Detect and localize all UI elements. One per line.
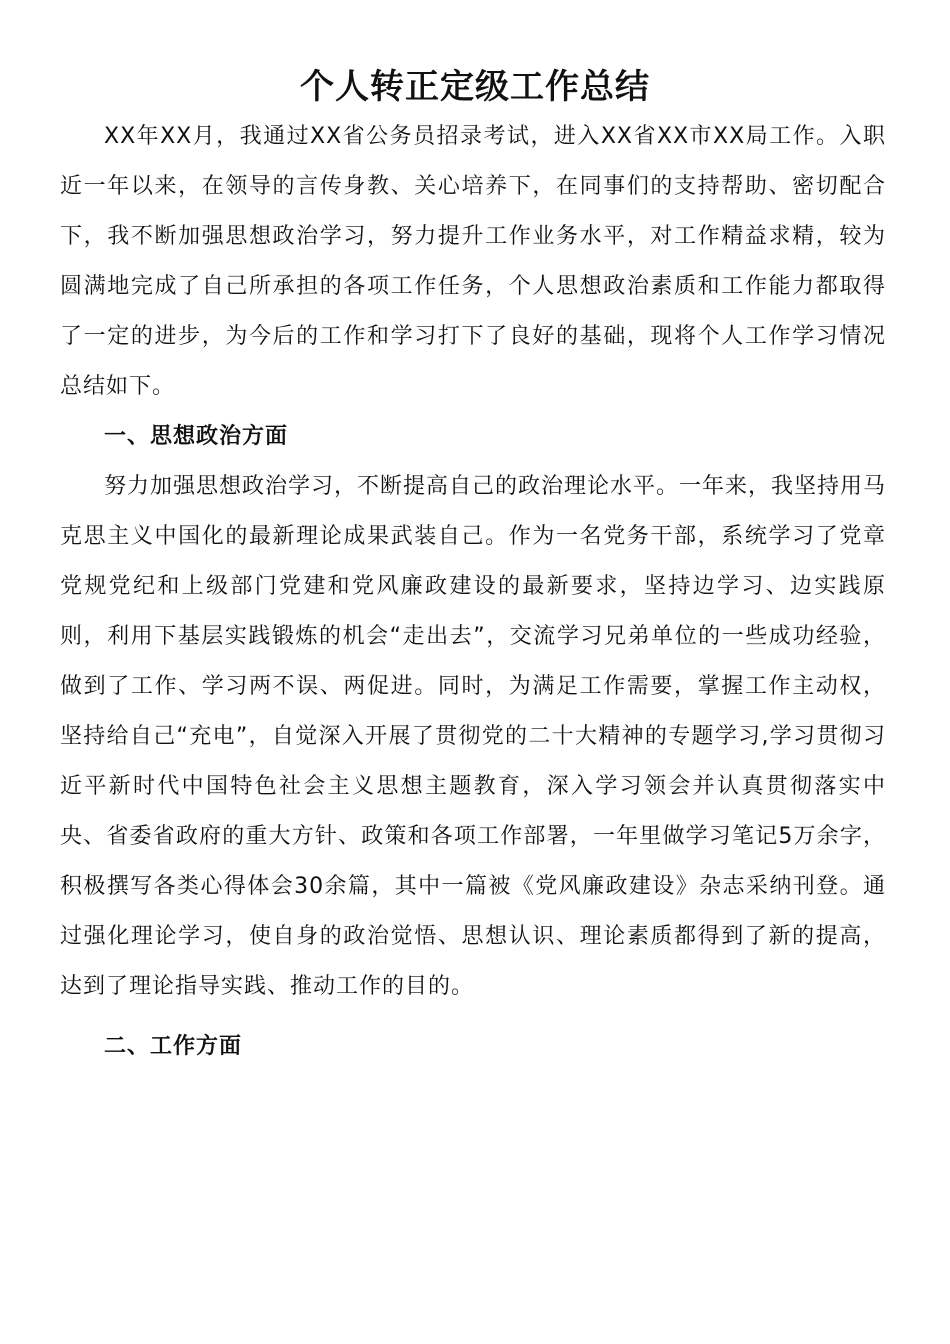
document-body	[60, 112, 886, 1072]
section-heading-ideology: 一、思想政治方面	[104, 424, 289, 449]
document-title: 个人转正定级工作总结	[300, 67, 650, 107]
section-heading-work: 二、工作方面	[104, 1034, 243, 1059]
intro-paragraph: XX年XX月，我通过XX省公务员招录考试，进入XX省XX市XX局工作。入职近一年以来，在领导的言传身教、关心培养下，在同事们的支持帮助、密切配合下，我不断加强思想政治学习，努力提升工作业务水平，对工作精益求精，较为圆满地完成了自己所承担的各项工作任务，个人思想政治素质和工作能力都取得了一定的进步，为今后的工作和学习打下了良好的基础，现将个人工作学习情况总结如下。	[60, 124, 886, 399]
section-paragraph-ideology: 努力加强思想政治学习，不断提高自己的政治理论水平。一年来，我坚持用马克思主义中国化的最新理论成果武装自己。作为一名党务干部，系统学习了党章党规党纪和上级部门党建和党风廉政建设的最新要求，坚持边学习、边实践原则，利用下基层实践锻炼的机会“走出去”，交流学习兄弟单位的一些成功经验，做到了工作、学习两不误、两促进。同时，为满足工作需要，掌握工作主动权，坚持给自己“充电”，自觉深入开展了贯彻党的二十大精神的专题学习,学习贯彻习近平新时代中国特色社会主义思想主题教育，深入学习领会并认真贯彻落实中央、省委省政府的重大方针、政策和各项工作部署，一年里做学习笔记5万余字，积极撰写各类心得体会30余篇，其中一篇被《党风廉政建设》杂志采纳刊登。通过强化理论学习，使自身的政治觉悟、思想认识、理论素质都得到了新的提高，达到了理论指导实践、推动工作的目的。	[60, 474, 887, 999]
